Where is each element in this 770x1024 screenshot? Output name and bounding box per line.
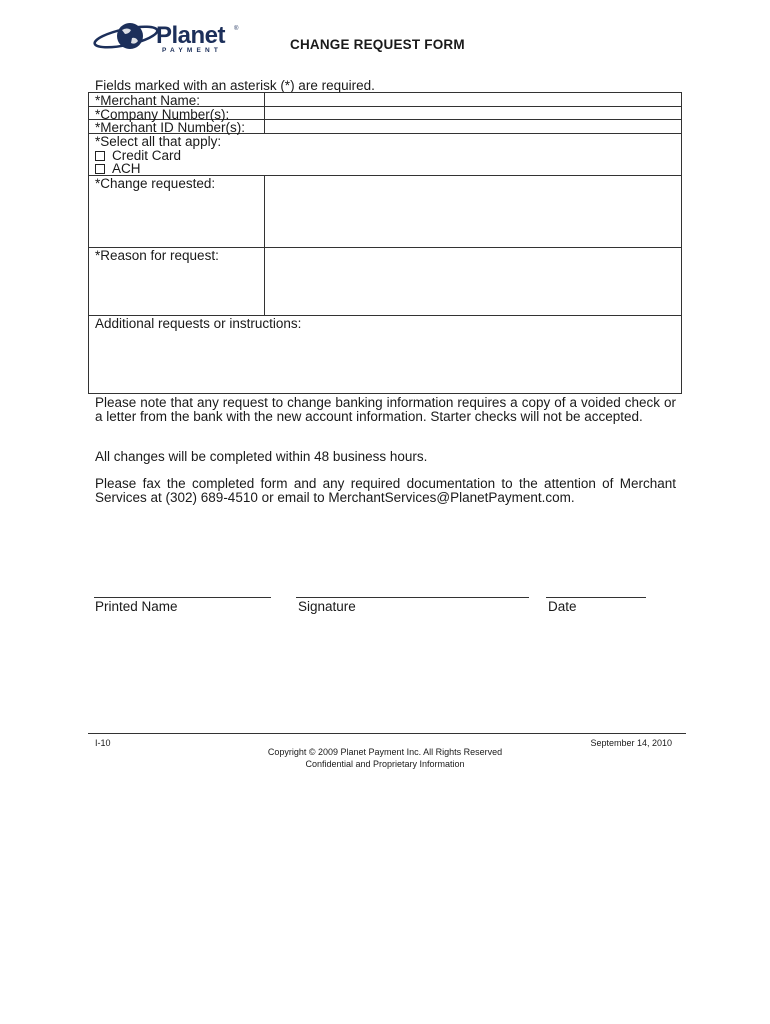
date-label: Date bbox=[548, 599, 577, 614]
change-requested-label: *Change requested: bbox=[95, 176, 216, 191]
confidentiality-notice: Confidential and Proprietary Information bbox=[305, 759, 465, 769]
select-all-row bbox=[89, 134, 681, 176]
reason-row bbox=[89, 248, 681, 316]
merchant-id-label: *Merchant ID Number(s): bbox=[95, 120, 246, 135]
additional-requests-field[interactable] bbox=[89, 330, 681, 393]
form-title: CHANGE REQUEST FORM bbox=[290, 37, 465, 52]
fax-instructions-note: Please fax the completed form and any required documentation to the attention of Merchant Services at (302) 689-4510 or email to MerchantServices@PlanetPayment.com. bbox=[95, 476, 676, 505]
additional-requests-label: Additional requests or instructions: bbox=[95, 316, 302, 331]
credit-card-label: Credit Card bbox=[112, 148, 182, 163]
footer-divider bbox=[88, 733, 686, 734]
revision-date: September 14, 2010 bbox=[590, 738, 672, 748]
date-line[interactable] bbox=[546, 597, 646, 598]
merchant-id-row bbox=[89, 120, 681, 134]
required-fields-note: Fields marked with an asterisk (*) are required. bbox=[95, 78, 375, 93]
change-requested-field[interactable] bbox=[265, 176, 681, 247]
copyright-notice: Copyright © 2009 Planet Payment Inc. All Rights Reserved bbox=[267, 747, 503, 757]
completion-timing-note: All changes will be completed within 48 business hours. bbox=[95, 449, 428, 464]
ach-checkbox[interactable] bbox=[95, 164, 105, 174]
banking-change-note: Please note that any request to change banking information requires a copy of a voided check or a letter from the bank with the new account information. Starter checks will not be accepted. bbox=[95, 395, 676, 424]
merchant-name-row bbox=[89, 93, 681, 107]
company-number-label: *Company Number(s): bbox=[95, 107, 230, 122]
ach-option[interactable] bbox=[95, 162, 141, 175]
merchant-id-field[interactable] bbox=[265, 120, 681, 133]
signature-line[interactable] bbox=[296, 597, 529, 598]
change-requested-row bbox=[89, 176, 681, 248]
printed-name-label: Printed Name bbox=[95, 599, 178, 614]
reason-label: *Reason for request: bbox=[95, 248, 219, 263]
printed-name-line[interactable] bbox=[94, 597, 271, 598]
credit-card-checkbox[interactable] bbox=[95, 151, 105, 161]
planet-payment-logo bbox=[92, 20, 252, 56]
company-number-field[interactable] bbox=[265, 107, 681, 119]
logo-trademark: ® bbox=[234, 26, 239, 32]
additional-requests-row bbox=[89, 316, 681, 393]
logo-subtitle: PAYMENT bbox=[162, 47, 223, 54]
merchant-name-field[interactable] bbox=[265, 93, 681, 106]
select-all-label: *Select all that apply: bbox=[95, 134, 222, 149]
globe-icon bbox=[92, 20, 162, 56]
reason-field[interactable] bbox=[265, 248, 681, 315]
company-number-row bbox=[89, 107, 681, 120]
ach-label: ACH bbox=[112, 161, 141, 176]
merchant-name-label: *Merchant Name: bbox=[95, 93, 201, 108]
form-code: I-10 bbox=[95, 738, 111, 748]
request-form-table bbox=[88, 92, 682, 394]
logo-wordmark: Planet bbox=[156, 22, 226, 49]
signature-label: Signature bbox=[298, 599, 356, 614]
